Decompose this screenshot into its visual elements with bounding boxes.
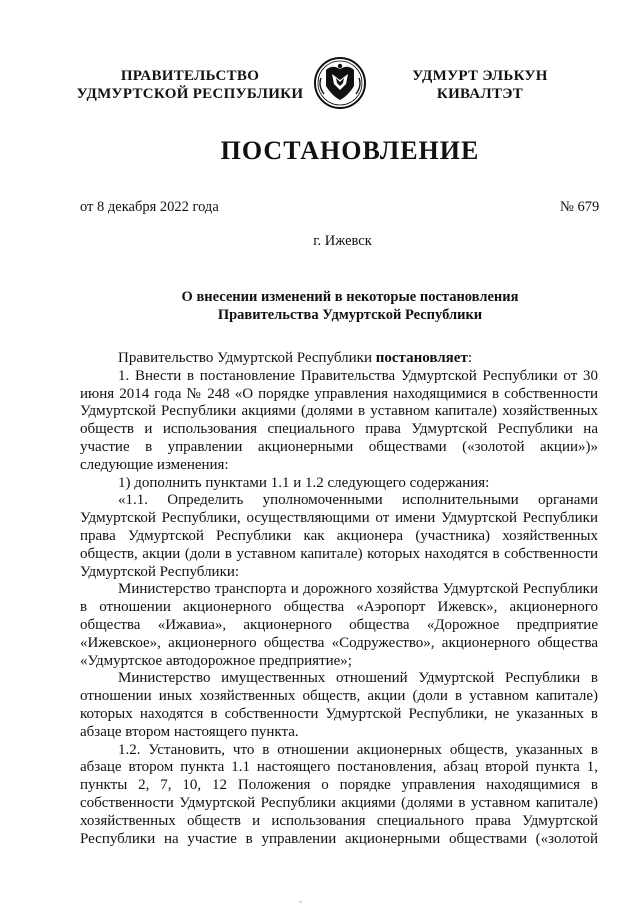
issuer-name-russian (55, 67, 325, 103)
page-footer-mark: - (299, 896, 302, 906)
issuer-name-udmurt (380, 67, 580, 103)
udmurtia-coat-of-arms-icon (312, 56, 368, 110)
body-paragraph: 1. Внести в постановление Правительства Удмуртской Республики от 30 июня 2014 года № 248 «О порядке управления находящимися в собственности Удмуртской Республики акциями (долями в уставном капитале) хозяйственных обществ и использования специального права Удмуртской Республики на участие в управлении акционерными обществами («золотой акции»)» следующие изменения: (80, 367, 598, 473)
lead-verb: постановляет (375, 350, 468, 366)
lead-text: Правительство Удмуртской Республики (118, 350, 376, 366)
body-paragraph: «1.1. Определить уполномоченными исполнительными органами Удмуртской Республики, осуществляющими от имени Удмуртской Республики права Удмуртской Республики как акционера (участника) хозяйственных обществ, акции (доли в уставном капитале) которых находятся в собственности Удмуртской Республики: (80, 492, 598, 580)
subject-line-1: О внесении изменений в некоторые постановления (181, 289, 519, 305)
body-paragraph: 1) дополнить пунктами 1.1 и 1.2 следующего содержания: (118, 474, 490, 491)
issuer-udmurt-line-1: УДМУРТ ЭЛЬКУН (412, 68, 548, 84)
document-body (80, 350, 598, 848)
document-subject (80, 288, 620, 324)
document-date: от 8 декабря 2022 года (80, 199, 219, 215)
body-paragraph: Министерство транспорта и дорожного хозяйства Удмуртской Республики в отношении акционерного общества «Аэропорт Ижевск», акционерного общества «Ижавиа», акционерного общества «Дорожное предприятие «Ижевское», акционерного общества «Содружество», акционерного общества «Удмуртское автодорожное предприятие»; (80, 581, 598, 669)
lead-colon: : (467, 350, 472, 366)
document-city: г. Ижевск (313, 233, 372, 249)
body-paragraph: 1.2. Установить, что в отношении акционерных обществ, указанных в абзаце втором пункта 1.1 настоящего постановления, абзац второй пункта 1, пункты 2, 7, 10, 12 Положения о порядке управления находящимися в собственности Удмуртской Республики акциями (долями в уставном капитале) хозяйственных обществ и использования специального права Удмуртской Республики на участие в управлении акционерными обществами («золотой (80, 741, 598, 847)
document-number: № 679 (560, 199, 600, 215)
document-title: ПОСТАНОВЛЕНИЕ (220, 136, 480, 165)
subject-line-2: Правительства Удмуртской Республики (217, 307, 483, 323)
issuer-line-1: ПРАВИТЕЛЬСТВО (120, 68, 260, 84)
lead-paragraph (80, 350, 598, 368)
issuer-udmurt-line-2: КИВАЛТЭТ (436, 86, 524, 102)
issuer-line-2: УДМУРТСКОЙ РЕСПУБЛИКИ (76, 86, 304, 102)
body-paragraph: Министерство имущественных отношений Удмуртской Республики в отношении иных хозяйственных обществ, акции (доли в уставном капитале) которых находятся в собственности Удмуртской Республики, не указанных в абзаце втором настоящего пункта. (80, 670, 598, 740)
